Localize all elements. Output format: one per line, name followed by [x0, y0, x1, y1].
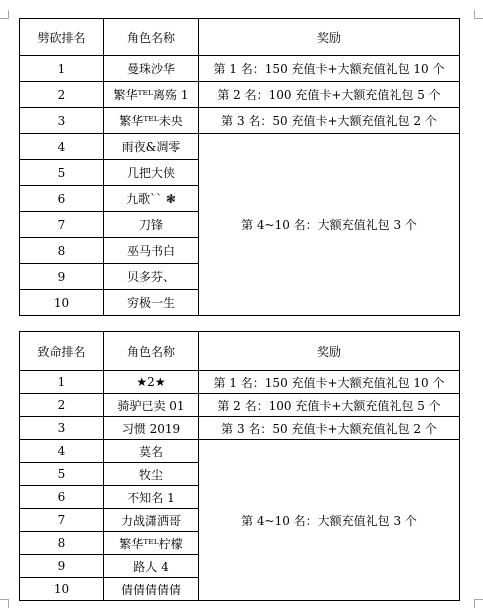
- rank-cell: 10: [20, 578, 104, 601]
- player-name-cell: 繁华ᵀᴱᴸ未央: [104, 108, 199, 134]
- rank-cell: 6: [20, 186, 104, 212]
- rank-cell: 7: [20, 509, 104, 532]
- player-name-cell: 穷极一生: [104, 290, 199, 316]
- player-name-cell: 贝多芬、: [104, 264, 199, 290]
- merged-reward-cell: 第 4~10 名：大额充值礼包 3 个: [199, 440, 460, 601]
- player-name-cell: 刀锋: [104, 212, 199, 238]
- player-name-cell: 九歌`` ❃: [104, 186, 199, 212]
- rank-column-header: 致命排名: [20, 332, 104, 371]
- player-name-cell: 力战潇洒哥: [104, 509, 199, 532]
- rank-cell: 8: [20, 238, 104, 264]
- reward-cell: 第 2 名：100 充值卡+大额充值礼包 5 个: [199, 82, 460, 108]
- table-row: [20, 440, 460, 463]
- player-name-cell: 雨夜&凋零: [104, 134, 199, 160]
- player-name-cell: 繁华ᵀᴱᴸ柠檬: [104, 532, 199, 555]
- merged-reward-cell: 第 4~10 名：大额充值礼包 3 个: [199, 134, 460, 316]
- rank-cell: 1: [20, 56, 104, 82]
- rank-cell: 4: [20, 440, 104, 463]
- page-corner-mark-bottom-left: [0, 599, 9, 608]
- rank-cell: 9: [20, 264, 104, 290]
- reward-column-header: 奖励: [199, 332, 460, 371]
- slash-ranking-table: [19, 18, 460, 316]
- rank-cell: 5: [20, 160, 104, 186]
- page-corner-mark-bottom-right: [474, 599, 483, 608]
- table-header-row: [20, 19, 460, 56]
- rank-cell: 4: [20, 134, 104, 160]
- rank-cell: 10: [20, 290, 104, 316]
- rank-cell: 2: [20, 394, 104, 417]
- rank-cell: 8: [20, 532, 104, 555]
- rank-column-header: 劈砍排名: [20, 19, 104, 56]
- player-name-cell: 繁华ᵀᴱᴸ离殇 1: [104, 82, 199, 108]
- rank-cell: 6: [20, 486, 104, 509]
- reward-cell: 第 1 名：150 充值卡+大额充值礼包 10 个: [199, 371, 460, 394]
- reward-cell: 第 3 名：50 充值卡+大额充值礼包 2 个: [199, 108, 460, 134]
- table-header-row: [20, 332, 460, 371]
- table-row: [20, 82, 460, 108]
- rank-cell: 2: [20, 82, 104, 108]
- rank-cell: 7: [20, 212, 104, 238]
- player-name-cell: 路人 4: [104, 555, 199, 578]
- name-column-header: 角色名称: [104, 332, 199, 371]
- page-corner-mark-top-right: [474, 10, 483, 19]
- player-name-cell: 骑驴已卖 01: [104, 394, 199, 417]
- reward-cell: 第 3 名：50 充值卡+大额充值礼包 2 个: [199, 417, 460, 440]
- table-row: [20, 371, 460, 394]
- critical-ranking-table: [19, 331, 460, 601]
- table-row: [20, 134, 460, 160]
- page-corner-mark-top-left: [0, 10, 9, 19]
- name-column-header: 角色名称: [104, 19, 199, 56]
- table-row: [20, 417, 460, 440]
- table-row: [20, 394, 460, 417]
- player-name-cell: 不知名 1: [104, 486, 199, 509]
- player-name-cell: 几把大侠: [104, 160, 199, 186]
- rank-cell: 3: [20, 108, 104, 134]
- player-name-cell: 倩倩倩倩倩: [104, 578, 199, 601]
- rank-cell: 5: [20, 463, 104, 486]
- table-row: [20, 108, 460, 134]
- player-name-cell: 牧尘: [104, 463, 199, 486]
- rank-cell: 3: [20, 417, 104, 440]
- player-name-cell: 习惯 2019: [104, 417, 199, 440]
- table-row: [20, 56, 460, 82]
- rank-cell: 9: [20, 555, 104, 578]
- reward-column-header: 奖励: [199, 19, 460, 56]
- player-name-cell: ★2★: [104, 371, 199, 394]
- player-name-cell: 曼珠沙华: [104, 56, 199, 82]
- reward-cell: 第 2 名：100 充值卡+大额充值礼包 5 个: [199, 394, 460, 417]
- player-name-cell: 莫名: [104, 440, 199, 463]
- reward-cell: 第 1 名：150 充值卡+大额充值礼包 10 个: [199, 56, 460, 82]
- rank-cell: 1: [20, 371, 104, 394]
- player-name-cell: 巫马书白: [104, 238, 199, 264]
